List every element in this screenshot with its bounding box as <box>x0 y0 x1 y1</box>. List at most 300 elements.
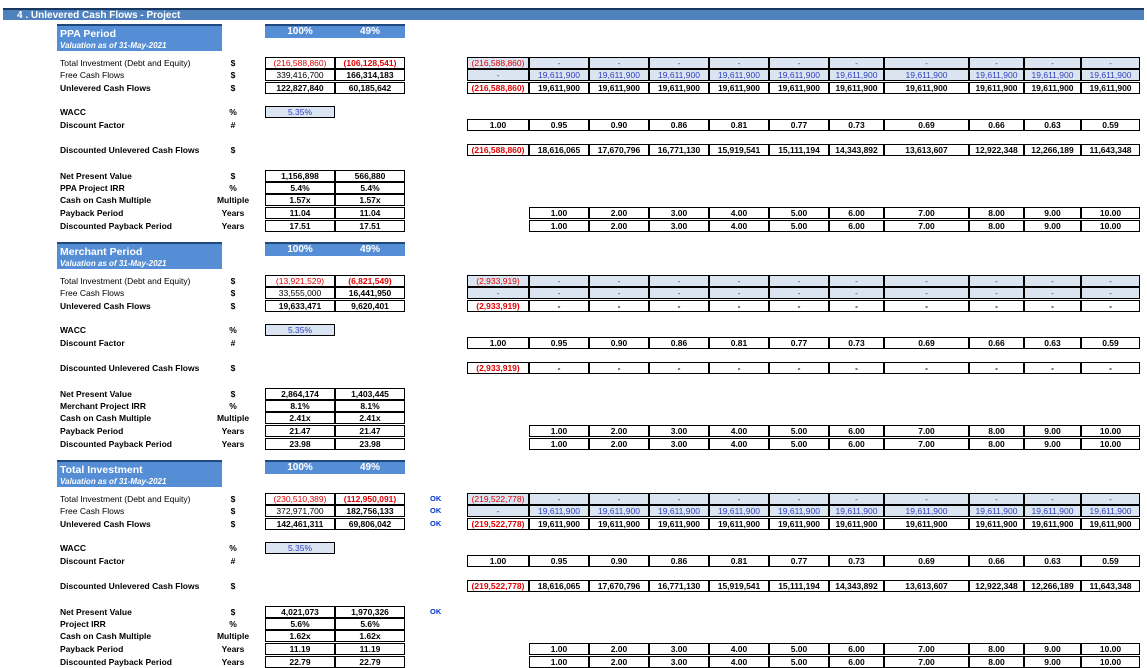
cell-year-8[interactable]: 19,611,900 <box>969 518 1024 530</box>
cell-year-2[interactable]: 2.00 <box>589 643 649 655</box>
cell-year-1[interactable]: 1.00 <box>529 425 589 437</box>
row-unit: $ <box>230 581 236 591</box>
section-header-merchant <box>57 242 222 269</box>
cell-year-9[interactable]: 9.00 <box>1024 425 1081 437</box>
cell-49-total-investment[interactable]: (106,128,541) <box>335 57 405 69</box>
cell-year-8[interactable]: 8.00 <box>969 425 1024 437</box>
cell-100-unlevered-cash-flows[interactable]: 19,633,471 <box>265 300 335 312</box>
cell-year-9[interactable]: 19,611,900 <box>1024 82 1081 94</box>
cell-year-4[interactable]: 19,611,900 <box>709 69 769 81</box>
cell-year-4[interactable]: 0.81 <box>709 119 769 131</box>
cell-year-4[interactable]: - <box>709 493 769 505</box>
cell-year-9[interactable]: 19,611,900 <box>1024 69 1081 81</box>
cell-49-unlevered-cash-flows[interactable]: 69,806,042 <box>335 518 405 530</box>
cell-year-5[interactable]: 15,111,194 <box>769 580 829 592</box>
cell-year-6[interactable]: - <box>829 300 884 312</box>
cell-year-10[interactable]: - <box>1081 362 1140 374</box>
cell-year-2[interactable]: - <box>589 300 649 312</box>
cell-year-5[interactable]: 15,111,194 <box>769 144 829 156</box>
cell-year-9[interactable]: 9.00 <box>1024 220 1081 232</box>
cell-year-5[interactable]: 0.77 <box>769 119 829 131</box>
cell-year-9[interactable]: 9.00 <box>1024 643 1081 655</box>
cell-year-2[interactable]: 2.00 <box>589 207 649 219</box>
cell-year-10[interactable]: 10.00 <box>1081 643 1140 655</box>
cell-year-9[interactable]: 0.63 <box>1024 337 1081 349</box>
cell-year-4[interactable]: 0.81 <box>709 555 769 567</box>
cell-year-6[interactable]: 0.73 <box>829 119 884 131</box>
cell-year-8[interactable]: - <box>969 287 1024 299</box>
row-unit: $ <box>230 494 236 504</box>
cell-year-1[interactable]: 18,616,065 <box>529 144 589 156</box>
cell-year-6[interactable]: 14,343,892 <box>829 580 884 592</box>
cell-year-7[interactable]: - <box>884 57 969 69</box>
cell-year-5[interactable]: 19,611,900 <box>769 505 829 517</box>
row-unit: % <box>229 401 237 411</box>
cell-year-5[interactable]: 5.00 <box>769 656 829 668</box>
cell-year-7[interactable]: 0.69 <box>884 337 969 349</box>
cell-year-5[interactable]: 0.77 <box>769 555 829 567</box>
cell-49-unlevered-cash-flows[interactable]: 60,185,642 <box>335 82 405 94</box>
cell-t0-discount-factor[interactable]: 1.00 <box>467 555 529 567</box>
cell-year-6[interactable]: 19,611,900 <box>829 82 884 94</box>
cell-year-6[interactable]: 19,611,900 <box>829 505 884 517</box>
cell-year-7[interactable]: 7.00 <box>884 425 969 437</box>
cell-year-4[interactable]: 4.00 <box>709 220 769 232</box>
cell-year-3[interactable]: 3.00 <box>649 643 709 655</box>
cell-year-8[interactable]: 12,922,348 <box>969 580 1024 592</box>
cell-year-6[interactable]: 0.73 <box>829 337 884 349</box>
cell-year-1[interactable]: 19,611,900 <box>529 82 589 94</box>
cell-year-9[interactable]: 9.00 <box>1024 438 1081 450</box>
row-label-discount-factor: Discount Factor <box>60 120 125 130</box>
cell-year-6[interactable]: - <box>829 493 884 505</box>
cell-year-5[interactable]: 5.00 <box>769 207 829 219</box>
cell-year-8[interactable]: 8.00 <box>969 656 1024 668</box>
cell-t0-free-cash-flows[interactable]: - <box>467 69 529 81</box>
cell-year-1[interactable]: - <box>529 362 589 374</box>
cell-year-10[interactable]: 19,611,900 <box>1081 505 1140 517</box>
cell-year-2[interactable]: - <box>589 287 649 299</box>
cell-49-payback[interactable]: 11.19 <box>335 643 405 655</box>
cell-year-2[interactable]: 17,670,796 <box>589 144 649 156</box>
row-label-unlevered-cash-flows: Unlevered Cash Flows <box>60 301 151 311</box>
row-unit: $ <box>230 70 236 80</box>
header-pct-100: 100% <box>265 242 335 256</box>
cell-t0-discounted-ucf[interactable]: (216,588,860) <box>467 144 529 156</box>
cell-t0-unlevered-cash-flows[interactable]: (2,933,919) <box>467 300 529 312</box>
cell-year-3[interactable]: - <box>649 493 709 505</box>
cell-year-8[interactable]: 0.66 <box>969 337 1024 349</box>
cell-year-10[interactable]: 11,643,348 <box>1081 580 1140 592</box>
cell-year-1[interactable]: 0.95 <box>529 119 589 131</box>
cell-year-10[interactable]: - <box>1081 300 1140 312</box>
cell-year-3[interactable]: 16,771,130 <box>649 144 709 156</box>
cell-year-7[interactable]: 7.00 <box>884 438 969 450</box>
cell-t0-unlevered-cash-flows[interactable]: (216,588,860) <box>467 82 529 94</box>
cell-year-10[interactable]: - <box>1081 493 1140 505</box>
cell-year-6[interactable]: - <box>829 287 884 299</box>
cell-year-6[interactable]: 0.73 <box>829 555 884 567</box>
cell-year-5[interactable]: - <box>769 287 829 299</box>
cell-49-com[interactable]: 1.62x <box>335 630 405 642</box>
cell-year-5[interactable]: 19,611,900 <box>769 69 829 81</box>
cell-year-5[interactable]: 5.00 <box>769 425 829 437</box>
cell-49-disc-payback[interactable]: 17.51 <box>335 220 405 232</box>
cell-year-4[interactable]: 4.00 <box>709 207 769 219</box>
cell-100-npv[interactable]: 1,156,898 <box>265 170 335 182</box>
cell-49-npv[interactable]: 1,970,326 <box>335 606 405 618</box>
cell-year-6[interactable]: - <box>829 275 884 287</box>
cell-year-7[interactable]: - <box>884 493 969 505</box>
cell-year-3[interactable]: 19,611,900 <box>649 69 709 81</box>
cell-t0-unlevered-cash-flows[interactable]: (219,522,778) <box>467 518 529 530</box>
cell-year-7[interactable]: 7.00 <box>884 220 969 232</box>
cell-year-7[interactable]: - <box>884 362 969 374</box>
cell-year-10[interactable]: - <box>1081 287 1140 299</box>
cell-year-4[interactable]: - <box>709 275 769 287</box>
cell-year-9[interactable]: 12,266,189 <box>1024 580 1081 592</box>
cell-year-2[interactable]: 2.00 <box>589 438 649 450</box>
cell-49-npv[interactable]: 1,403,445 <box>335 388 405 400</box>
cell-100-disc-payback[interactable]: 22.79 <box>265 656 335 668</box>
cell-year-2[interactable]: - <box>589 275 649 287</box>
section-header-title: PPA Period <box>60 28 117 40</box>
cell-year-10[interactable]: 19,611,900 <box>1081 69 1140 81</box>
cell-year-3[interactable]: 19,611,900 <box>649 518 709 530</box>
cell-100-disc-payback[interactable]: 23.98 <box>265 438 335 450</box>
cell-year-3[interactable]: 16,771,130 <box>649 580 709 592</box>
cell-t0-total-investment[interactable]: (216,588,860) <box>467 57 529 69</box>
cell-year-10[interactable]: 0.59 <box>1081 555 1140 567</box>
cell-year-5[interactable]: 0.77 <box>769 337 829 349</box>
cell-t0-total-investment[interactable]: (219,522,778) <box>467 493 529 505</box>
cell-year-6[interactable]: 6.00 <box>829 643 884 655</box>
cell-t0-free-cash-flows[interactable]: - <box>467 505 529 517</box>
cell-year-1[interactable]: 1.00 <box>529 220 589 232</box>
cell-year-8[interactable]: - <box>969 493 1024 505</box>
cell-year-7[interactable]: 19,611,900 <box>884 518 969 530</box>
row-label-irr: Project IRR <box>60 619 106 629</box>
cell-year-7[interactable]: 0.69 <box>884 119 969 131</box>
cell-year-2[interactable]: 2.00 <box>589 656 649 668</box>
cell-year-5[interactable]: 5.00 <box>769 643 829 655</box>
wacc-input[interactable]: 5.35% <box>265 542 335 554</box>
cell-year-8[interactable]: 0.66 <box>969 555 1024 567</box>
cell-year-9[interactable]: - <box>1024 57 1081 69</box>
cell-year-1[interactable]: 1.00 <box>529 438 589 450</box>
cell-year-7[interactable]: 7.00 <box>884 656 969 668</box>
cell-year-10[interactable]: 10.00 <box>1081 656 1140 668</box>
cell-year-4[interactable]: - <box>709 362 769 374</box>
cell-year-3[interactable]: 3.00 <box>649 220 709 232</box>
cell-year-6[interactable]: 6.00 <box>829 220 884 232</box>
cell-year-4[interactable]: 19,611,900 <box>709 518 769 530</box>
cell-year-2[interactable]: - <box>589 362 649 374</box>
cell-100-com[interactable]: 2.41x <box>265 412 335 424</box>
cell-year-5[interactable]: - <box>769 362 829 374</box>
cell-49-free-cash-flows[interactable]: 182,756,133 <box>335 505 405 517</box>
cell-year-9[interactable]: 19,611,900 <box>1024 518 1081 530</box>
cell-100-disc-payback[interactable]: 17.51 <box>265 220 335 232</box>
cell-year-8[interactable]: 8.00 <box>969 643 1024 655</box>
cell-year-5[interactable]: - <box>769 57 829 69</box>
cell-year-3[interactable]: 19,611,900 <box>649 505 709 517</box>
row-unit: # <box>230 120 236 130</box>
row-unit: $ <box>230 506 236 516</box>
cell-year-7[interactable]: 19,611,900 <box>884 82 969 94</box>
cell-year-9[interactable]: 0.63 <box>1024 555 1081 567</box>
cell-year-3[interactable]: 3.00 <box>649 425 709 437</box>
cell-year-7[interactable]: 13,613,607 <box>884 144 969 156</box>
cell-year-1[interactable]: 19,611,900 <box>529 505 589 517</box>
cell-t0-discounted-ucf[interactable]: (2,933,919) <box>467 362 529 374</box>
cell-49-disc-payback[interactable]: 22.79 <box>335 656 405 668</box>
cell-year-4[interactable]: 19,611,900 <box>709 505 769 517</box>
cell-year-1[interactable]: 1.00 <box>529 656 589 668</box>
cell-year-10[interactable]: 10.00 <box>1081 207 1140 219</box>
cell-t0-free-cash-flows[interactable]: - <box>467 287 529 299</box>
cell-year-4[interactable]: - <box>709 287 769 299</box>
cell-year-4[interactable]: 15,919,541 <box>709 144 769 156</box>
cell-year-9[interactable]: - <box>1024 362 1081 374</box>
cell-year-9[interactable]: - <box>1024 493 1081 505</box>
cell-100-npv[interactable]: 2,864,174 <box>265 388 335 400</box>
cell-year-3[interactable]: - <box>649 300 709 312</box>
cell-year-8[interactable]: 8.00 <box>969 438 1024 450</box>
cell-year-1[interactable]: 18,616,065 <box>529 580 589 592</box>
cell-year-7[interactable]: - <box>884 300 969 312</box>
cell-t0-discount-factor[interactable]: 1.00 <box>467 119 529 131</box>
cell-year-2[interactable]: 2.00 <box>589 220 649 232</box>
cell-year-4[interactable]: 4.00 <box>709 656 769 668</box>
cell-year-3[interactable]: - <box>649 275 709 287</box>
cell-year-3[interactable]: - <box>649 57 709 69</box>
cell-year-10[interactable]: 0.59 <box>1081 337 1140 349</box>
cell-year-3[interactable]: 3.00 <box>649 207 709 219</box>
cell-year-8[interactable]: 0.66 <box>969 119 1024 131</box>
cell-t0-total-investment[interactable]: (2,933,919) <box>467 275 529 287</box>
cell-year-10[interactable]: 10.00 <box>1081 438 1140 450</box>
cell-year-3[interactable]: 0.86 <box>649 555 709 567</box>
cell-year-9[interactable]: 12,266,189 <box>1024 144 1081 156</box>
row-unit: $ <box>230 607 236 617</box>
cell-year-8[interactable]: 19,611,900 <box>969 69 1024 81</box>
cell-year-2[interactable]: 0.90 <box>589 555 649 567</box>
cell-year-4[interactable]: 0.81 <box>709 337 769 349</box>
cell-100-total-investment[interactable]: (13,921,529) <box>265 275 335 287</box>
cell-year-6[interactable]: 19,611,900 <box>829 69 884 81</box>
cell-year-9[interactable]: 9.00 <box>1024 656 1081 668</box>
cell-year-1[interactable]: - <box>529 57 589 69</box>
cell-year-10[interactable]: 0.59 <box>1081 119 1140 131</box>
cell-year-2[interactable]: 0.90 <box>589 119 649 131</box>
cell-100-total-investment[interactable]: (216,588,860) <box>265 57 335 69</box>
cell-49-com[interactable]: 2.41x <box>335 412 405 424</box>
cell-year-4[interactable]: 19,611,900 <box>709 82 769 94</box>
cell-year-7[interactable]: 7.00 <box>884 207 969 219</box>
cell-year-2[interactable]: - <box>589 493 649 505</box>
cell-year-8[interactable]: - <box>969 362 1024 374</box>
cell-year-7[interactable]: - <box>884 275 969 287</box>
cell-year-3[interactable]: 3.00 <box>649 438 709 450</box>
cell-year-10[interactable]: 10.00 <box>1081 220 1140 232</box>
cell-year-3[interactable]: 0.86 <box>649 119 709 131</box>
cell-year-8[interactable]: 8.00 <box>969 207 1024 219</box>
wacc-input[interactable]: 5.35% <box>265 106 335 118</box>
cell-year-9[interactable]: 9.00 <box>1024 207 1081 219</box>
cell-year-5[interactable]: 5.00 <box>769 438 829 450</box>
cell-year-4[interactable]: - <box>709 57 769 69</box>
cell-year-7[interactable]: - <box>884 287 969 299</box>
cell-year-8[interactable]: 8.00 <box>969 220 1024 232</box>
cell-year-2[interactable]: 19,611,900 <box>589 82 649 94</box>
cell-t0-discount-factor[interactable]: 1.00 <box>467 337 529 349</box>
cell-year-10[interactable]: 10.00 <box>1081 425 1140 437</box>
cell-49-com[interactable]: 1.57x <box>335 194 405 206</box>
cell-49-payback[interactable]: 11.04 <box>335 207 405 219</box>
cell-year-2[interactable]: 19,611,900 <box>589 505 649 517</box>
cell-49-irr[interactable]: 5.4% <box>335 182 405 194</box>
row-unit: $ <box>230 145 236 155</box>
cell-year-3[interactable]: 0.86 <box>649 337 709 349</box>
cell-year-3[interactable]: - <box>649 362 709 374</box>
cell-year-6[interactable]: - <box>829 362 884 374</box>
row-label-unlevered-cash-flows: Unlevered Cash Flows <box>60 519 151 529</box>
cell-100-com[interactable]: 1.57x <box>265 194 335 206</box>
cell-year-10[interactable]: - <box>1081 57 1140 69</box>
cell-49-disc-payback[interactable]: 23.98 <box>335 438 405 450</box>
cell-year-2[interactable]: 2.00 <box>589 425 649 437</box>
cell-year-3[interactable]: 19,611,900 <box>649 82 709 94</box>
cell-49-unlevered-cash-flows[interactable]: 9,620,401 <box>335 300 405 312</box>
cell-year-7[interactable]: 19,611,900 <box>884 69 969 81</box>
cell-100-free-cash-flows[interactable]: 33,555,000 <box>265 287 335 299</box>
row-label-payback: Payback Period <box>60 208 124 218</box>
cell-year-6[interactable]: 6.00 <box>829 656 884 668</box>
cell-year-6[interactable]: 6.00 <box>829 438 884 450</box>
cell-100-irr[interactable]: 5.6% <box>265 618 335 630</box>
cell-49-irr[interactable]: 5.6% <box>335 618 405 630</box>
cell-year-7[interactable]: 19,611,900 <box>884 505 969 517</box>
cell-100-com[interactable]: 1.62x <box>265 630 335 642</box>
cell-year-4[interactable]: 4.00 <box>709 643 769 655</box>
cell-100-free-cash-flows[interactable]: 372,971,700 <box>265 505 335 517</box>
cell-49-irr[interactable]: 8.1% <box>335 400 405 412</box>
cell-year-5[interactable]: - <box>769 493 829 505</box>
cell-year-1[interactable]: 1.00 <box>529 643 589 655</box>
cell-year-1[interactable]: - <box>529 493 589 505</box>
row-label-free-cash-flows: Free Cash Flows <box>60 70 125 80</box>
wacc-input[interactable]: 5.35% <box>265 324 335 336</box>
cell-year-1[interactable]: - <box>529 300 589 312</box>
cell-49-total-investment[interactable]: (6,821,549) <box>335 275 405 287</box>
cell-100-unlevered-cash-flows[interactable]: 142,461,311 <box>265 518 335 530</box>
cell-year-4[interactable]: 4.00 <box>709 438 769 450</box>
cell-49-payback[interactable]: 21.47 <box>335 425 405 437</box>
cell-year-1[interactable]: - <box>529 287 589 299</box>
cell-year-1[interactable]: 0.95 <box>529 555 589 567</box>
cell-year-5[interactable]: - <box>769 300 829 312</box>
cell-year-7[interactable]: 13,613,607 <box>884 580 969 592</box>
cell-year-10[interactable]: - <box>1081 275 1140 287</box>
cell-year-9[interactable]: 19,611,900 <box>1024 505 1081 517</box>
cell-year-9[interactable]: - <box>1024 300 1081 312</box>
cell-year-4[interactable]: 4.00 <box>709 425 769 437</box>
cell-100-payback[interactable]: 11.19 <box>265 643 335 655</box>
cell-year-1[interactable]: 19,611,900 <box>529 69 589 81</box>
cell-year-10[interactable]: 19,611,900 <box>1081 518 1140 530</box>
cell-year-1[interactable]: 0.95 <box>529 337 589 349</box>
cell-49-free-cash-flows[interactable]: 16,441,950 <box>335 287 405 299</box>
cell-year-6[interactable]: 6.00 <box>829 425 884 437</box>
ok-check: OK <box>430 494 442 503</box>
cell-year-6[interactable]: 19,611,900 <box>829 518 884 530</box>
row-label-npv: Net Present Value <box>60 389 132 399</box>
row-label-free-cash-flows: Free Cash Flows <box>60 506 125 516</box>
cell-year-8[interactable]: - <box>969 300 1024 312</box>
section-header-subtitle: Valuation as of 31-May-2021 <box>60 477 167 486</box>
cell-year-9[interactable]: - <box>1024 287 1081 299</box>
row-label-payback: Payback Period <box>60 644 124 654</box>
cell-year-10[interactable]: 19,611,900 <box>1081 82 1140 94</box>
cell-year-5[interactable]: 19,611,900 <box>769 82 829 94</box>
cell-year-5[interactable]: - <box>769 275 829 287</box>
cell-year-2[interactable]: 17,670,796 <box>589 580 649 592</box>
cell-year-3[interactable]: 3.00 <box>649 656 709 668</box>
cell-year-2[interactable]: 0.90 <box>589 337 649 349</box>
cell-year-7[interactable]: 0.69 <box>884 555 969 567</box>
cell-year-8[interactable]: - <box>969 57 1024 69</box>
cell-year-2[interactable]: 19,611,900 <box>589 69 649 81</box>
cell-year-6[interactable]: 6.00 <box>829 207 884 219</box>
cell-year-8[interactable]: 19,611,900 <box>969 505 1024 517</box>
cell-year-3[interactable]: - <box>649 287 709 299</box>
row-label-discounted-ucf: Discounted Unlevered Cash Flows <box>60 363 200 373</box>
cell-49-npv[interactable]: 566,880 <box>335 170 405 182</box>
cell-year-8[interactable]: 19,611,900 <box>969 82 1024 94</box>
cell-year-4[interactable]: 15,919,541 <box>709 580 769 592</box>
cell-100-npv[interactable]: 4,021,073 <box>265 606 335 618</box>
cell-year-4[interactable]: - <box>709 300 769 312</box>
cell-year-6[interactable]: - <box>829 57 884 69</box>
cell-100-payback[interactable]: 21.47 <box>265 425 335 437</box>
cell-year-5[interactable]: 5.00 <box>769 220 829 232</box>
cell-year-8[interactable]: 12,922,348 <box>969 144 1024 156</box>
cell-100-unlevered-cash-flows[interactable]: 122,827,840 <box>265 82 335 94</box>
cell-year-9[interactable]: 0.63 <box>1024 119 1081 131</box>
cell-year-1[interactable]: 1.00 <box>529 207 589 219</box>
cell-100-total-investment[interactable]: (230,510,389) <box>265 493 335 505</box>
cell-year-2[interactable]: - <box>589 57 649 69</box>
cell-49-free-cash-flows[interactable]: 166,314,183 <box>335 69 405 81</box>
cell-year-9[interactable]: - <box>1024 275 1081 287</box>
cell-year-1[interactable]: 19,611,900 <box>529 518 589 530</box>
cell-100-irr[interactable]: 5.4% <box>265 182 335 194</box>
cell-year-7[interactable]: 7.00 <box>884 643 969 655</box>
cell-year-5[interactable]: 19,611,900 <box>769 518 829 530</box>
cell-49-total-investment[interactable]: (112,950,091) <box>335 493 405 505</box>
row-label-wacc: WACC <box>60 543 86 553</box>
cell-t0-discounted-ucf[interactable]: (219,522,778) <box>467 580 529 592</box>
cell-year-2[interactable]: 19,611,900 <box>589 518 649 530</box>
cell-100-free-cash-flows[interactable]: 339,416,700 <box>265 69 335 81</box>
cell-year-6[interactable]: 14,343,892 <box>829 144 884 156</box>
cell-year-8[interactable]: - <box>969 275 1024 287</box>
cell-year-1[interactable]: - <box>529 275 589 287</box>
cell-year-10[interactable]: 11,643,348 <box>1081 144 1140 156</box>
cell-100-irr[interactable]: 8.1% <box>265 400 335 412</box>
cell-100-payback[interactable]: 11.04 <box>265 207 335 219</box>
